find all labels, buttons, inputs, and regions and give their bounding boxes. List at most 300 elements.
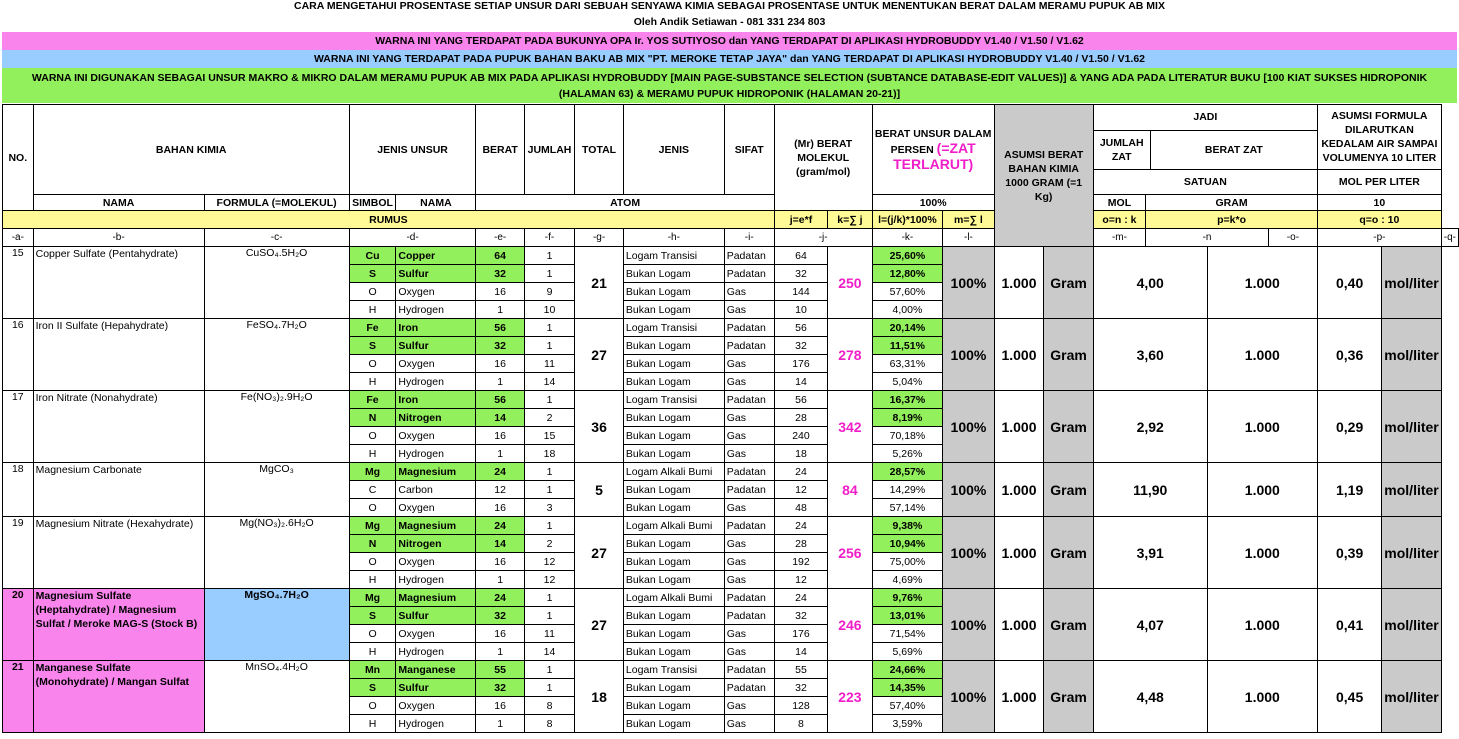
element-mass: 64 xyxy=(774,247,828,265)
table-row xyxy=(3,589,1459,607)
substance-weight: 1.000 xyxy=(1207,589,1317,661)
element-mass: 176 xyxy=(774,625,828,643)
percent-sum: 100% xyxy=(943,463,994,517)
assumed-weight-unit: Gram xyxy=(1044,391,1093,463)
element-name: Hydrogen xyxy=(396,445,476,463)
row-number: 17 xyxy=(3,391,34,463)
element-type: Bukan Logam xyxy=(623,445,724,463)
element-symbol: H xyxy=(349,643,396,661)
table-row xyxy=(3,247,1459,265)
col-ten: 10 xyxy=(1317,195,1441,211)
element-symbol: H xyxy=(349,571,396,589)
element-symbol: H xyxy=(349,301,396,319)
element-name: Manganese xyxy=(396,661,476,679)
total-atoms: 27 xyxy=(575,589,624,661)
chemical-name: Magnesium Nitrate (Hexahydrate) xyxy=(33,517,204,589)
element-percent: 11,51% xyxy=(872,337,943,355)
col-mol: MOL xyxy=(1093,195,1145,211)
element-symbol: O xyxy=(349,697,396,715)
atom-count: 11 xyxy=(524,355,574,373)
element-symbol: H xyxy=(349,373,396,391)
element-mass: 24 xyxy=(774,463,828,481)
column-letter: -e- xyxy=(476,229,524,247)
element-type: Bukan Logam xyxy=(623,301,724,319)
percent-sum: 100% xyxy=(943,247,994,319)
element-percent: 16,37% xyxy=(872,391,943,409)
mol-amount: 3,60 xyxy=(1093,319,1207,391)
chemical-formula: MnSO₄.4H₂O xyxy=(204,661,349,733)
mol-amount: 4,07 xyxy=(1093,589,1207,661)
atom-count: 1 xyxy=(524,481,574,499)
element-symbol: C xyxy=(349,481,396,499)
col-total: TOTAL xyxy=(575,105,624,195)
element-type: Logam Transisi xyxy=(623,391,724,409)
column-letter: -k- xyxy=(872,229,943,247)
element-state: Gas xyxy=(724,409,774,427)
element-percent: 9,38% xyxy=(872,517,943,535)
rumus-row xyxy=(3,211,1459,229)
total-atoms: 5 xyxy=(575,463,624,517)
table-row xyxy=(3,463,1459,481)
column-letter: -f- xyxy=(524,229,574,247)
atomic-weight: 16 xyxy=(476,697,524,715)
atom-count: 14 xyxy=(524,373,574,391)
column-letter: -q- xyxy=(1441,229,1458,247)
element-symbol: Mn xyxy=(349,661,396,679)
col-jadi-group xyxy=(1093,105,1317,195)
element-type: Bukan Logam xyxy=(623,337,724,355)
col-berat: BERAT xyxy=(476,105,524,195)
atomic-weight: 24 xyxy=(476,517,524,535)
element-state: Padatan xyxy=(724,319,774,337)
col-persen xyxy=(872,105,994,195)
atomic-weight: 16 xyxy=(476,499,524,517)
mol-amount: 2,92 xyxy=(1093,391,1207,463)
assumed-weight: 1.000 xyxy=(994,319,1044,391)
element-mass: 240 xyxy=(774,427,828,445)
atom-count: 2 xyxy=(524,535,574,553)
substance-weight: 1.000 xyxy=(1207,247,1317,319)
column-letter: -i- xyxy=(724,229,774,247)
atomic-weight: 32 xyxy=(476,607,524,625)
element-mass: 192 xyxy=(774,553,828,571)
element-type: Logam Alkali Bumi xyxy=(623,517,724,535)
element-state: Padatan xyxy=(724,337,774,355)
header-row-2 xyxy=(3,195,1459,211)
row-number: 18 xyxy=(3,463,34,517)
element-name: Oxygen xyxy=(396,283,476,301)
element-symbol: Fe xyxy=(349,391,396,409)
atomic-weight: 14 xyxy=(476,535,524,553)
element-mass: 32 xyxy=(774,607,828,625)
element-state: Gas xyxy=(724,625,774,643)
element-mass: 28 xyxy=(774,535,828,553)
molar-mass: 246 xyxy=(828,589,872,661)
element-name: Oxygen xyxy=(396,697,476,715)
element-mass: 24 xyxy=(774,517,828,535)
element-mass: 32 xyxy=(774,679,828,697)
col-formula: FORMULA (=MOLEKUL) xyxy=(204,195,349,211)
element-name: Magnesium xyxy=(396,463,476,481)
mol-per-liter-unit: mol/liter xyxy=(1382,517,1441,589)
element-percent: 13,01% xyxy=(872,607,943,625)
mol-per-liter-unit: mol/liter xyxy=(1382,247,1441,319)
element-name: Sulfur xyxy=(396,679,476,697)
element-name: Iron xyxy=(396,319,476,337)
substance-weight: 1.000 xyxy=(1207,319,1317,391)
element-percent: 14,35% xyxy=(872,679,943,697)
rumus-o: o=n : k xyxy=(1093,211,1145,229)
element-type: Logam Alkali Bumi xyxy=(623,589,724,607)
element-name: Oxygen xyxy=(396,427,476,445)
jadi-sub xyxy=(1094,131,1317,170)
mol-per-liter: 1,19 xyxy=(1317,463,1381,517)
element-mass: 18 xyxy=(774,445,828,463)
atomic-weight: 1 xyxy=(476,373,524,391)
atomic-weight: 56 xyxy=(476,319,524,337)
element-percent: 24,66% xyxy=(872,661,943,679)
column-letter: -j- xyxy=(774,229,872,247)
chemical-name: Magnesium Sulfate (Heptahydrate) / Magnesium Sulfat / Meroke MAG-S (Stock B) xyxy=(33,589,204,661)
element-name: Hydrogen xyxy=(396,715,476,733)
rumus-m: m=∑ l xyxy=(943,211,994,229)
atomic-weight: 16 xyxy=(476,355,524,373)
element-name: Carbon xyxy=(396,481,476,499)
element-percent: 10,94% xyxy=(872,535,943,553)
element-percent: 14,29% xyxy=(872,481,943,499)
element-state: Gas xyxy=(724,715,774,733)
assumed-weight: 1.000 xyxy=(994,517,1044,589)
atomic-weight: 14 xyxy=(476,409,524,427)
mol-amount: 3,91 xyxy=(1093,517,1207,589)
letter-row xyxy=(3,229,1459,247)
element-state: Padatan xyxy=(724,661,774,679)
element-percent: 3,59% xyxy=(872,715,943,733)
element-percent: 70,18% xyxy=(872,427,943,445)
column-letter: -a- xyxy=(3,229,34,247)
chemical-formula: Fe(NO₃)₂.9H₂O xyxy=(204,391,349,463)
atom-count: 15 xyxy=(524,427,574,445)
element-state: Gas xyxy=(724,553,774,571)
percent-sum: 100% xyxy=(943,589,994,661)
atomic-weight: 32 xyxy=(476,265,524,283)
element-percent: 5,26% xyxy=(872,445,943,463)
col-no: NO. xyxy=(3,105,34,211)
atom-count: 8 xyxy=(524,715,574,733)
element-state: Gas xyxy=(724,301,774,319)
element-name: Sulfur xyxy=(396,337,476,355)
element-type: Bukan Logam xyxy=(623,535,724,553)
element-mass: 56 xyxy=(774,391,828,409)
element-type: Bukan Logam xyxy=(623,571,724,589)
mol-per-liter-unit: mol/liter xyxy=(1382,661,1441,733)
total-atoms: 18 xyxy=(575,661,624,733)
substance-weight: 1.000 xyxy=(1207,463,1317,517)
chemical-formula: CuSO₄.5H₂O xyxy=(204,247,349,319)
atom-count: 1 xyxy=(524,661,574,679)
element-type: Bukan Logam xyxy=(623,553,724,571)
atomic-weight: 16 xyxy=(476,553,524,571)
molar-mass: 278 xyxy=(828,319,872,391)
element-state: Padatan xyxy=(724,679,774,697)
table-row xyxy=(3,319,1459,337)
element-percent: 57,60% xyxy=(872,283,943,301)
element-state: Padatan xyxy=(724,463,774,481)
element-name: Magnesium xyxy=(396,517,476,535)
col-asumsi-formula-group xyxy=(1317,105,1441,195)
percent-sum: 100% xyxy=(943,319,994,391)
column-letter: -n xyxy=(1146,229,1269,247)
element-name: Oxygen xyxy=(396,499,476,517)
element-type: Logam Alkali Bumi xyxy=(623,463,724,481)
atom-count: 18 xyxy=(524,445,574,463)
row-number: 20 xyxy=(3,589,34,661)
element-percent: 25,60% xyxy=(872,247,943,265)
col-mr: (Mr) BERAT MOLEKUL (gram/mol) xyxy=(774,105,872,211)
element-symbol: S xyxy=(349,337,396,355)
atomic-weight: 24 xyxy=(476,463,524,481)
atom-count: 11 xyxy=(524,625,574,643)
element-mass: 144 xyxy=(774,283,828,301)
molar-mass: 250 xyxy=(828,247,872,319)
element-name: Oxygen xyxy=(396,625,476,643)
col-nama: NAMA xyxy=(33,195,204,211)
atomic-weight: 16 xyxy=(476,625,524,643)
atomic-weight: 64 xyxy=(476,247,524,265)
element-state: Gas xyxy=(724,283,774,301)
element-symbol: O xyxy=(349,427,396,445)
atom-count: 1 xyxy=(524,337,574,355)
element-state: Padatan xyxy=(724,391,774,409)
element-type: Bukan Logam xyxy=(623,481,724,499)
element-percent: 4,00% xyxy=(872,301,943,319)
element-symbol: N xyxy=(349,409,396,427)
chemical-name: Magnesium Carbonate xyxy=(33,463,204,517)
atom-count: 1 xyxy=(524,265,574,283)
sheet-title: CARA MENGETAHUI PROSENTASE SETIAP UNSUR DARI SEBUAH SENYAWA KIMIA SEBAGAI PROSENTASE UNTUK MENENTUKAN BERAT DALAM MERAMU PUPUK AB MIX xyxy=(294,0,1165,12)
element-type: Bukan Logam xyxy=(623,697,724,715)
element-name: Iron xyxy=(396,391,476,409)
element-type: Bukan Logam xyxy=(623,643,724,661)
atomic-weight: 56 xyxy=(476,391,524,409)
element-percent: 8,19% xyxy=(872,409,943,427)
col-mol-per-liter: MOL PER LITER xyxy=(1338,176,1420,188)
element-type: Bukan Logam xyxy=(623,283,724,301)
rumus-p: p=k*o xyxy=(1146,211,1318,229)
element-symbol: Mg xyxy=(349,463,396,481)
atomic-weight: 1 xyxy=(476,571,524,589)
element-symbol: H xyxy=(349,445,396,463)
mol-amount: 4,48 xyxy=(1093,661,1207,733)
mol-per-liter-unit: mol/liter xyxy=(1382,391,1441,463)
element-name: Hydrogen xyxy=(396,571,476,589)
element-name: Oxygen xyxy=(396,355,476,373)
chemical-name: Copper Sulfate (Pentahydrate) xyxy=(33,247,204,319)
percent-sum: 100% xyxy=(943,661,994,733)
element-state: Gas xyxy=(724,571,774,589)
table-row xyxy=(3,391,1459,409)
chemical-formula: Mg(NO₃)₂.6H₂O xyxy=(204,517,349,589)
substance-weight: 1.000 xyxy=(1207,517,1317,589)
element-percent: 71,54% xyxy=(872,625,943,643)
element-symbol: N xyxy=(349,535,396,553)
mol-amount: 4,00 xyxy=(1093,247,1207,319)
element-symbol: O xyxy=(349,499,396,517)
atom-count: 1 xyxy=(524,463,574,481)
element-type: Bukan Logam xyxy=(623,265,724,283)
molar-mass: 223 xyxy=(828,661,872,733)
element-mass: 176 xyxy=(774,355,828,373)
rumus-q: q=o : 10 xyxy=(1317,211,1441,229)
element-type: Bukan Logam xyxy=(623,355,724,373)
element-mass: 56 xyxy=(774,319,828,337)
atom-count: 3 xyxy=(524,499,574,517)
element-mass: 8 xyxy=(774,715,828,733)
assumed-weight: 1.000 xyxy=(994,463,1044,517)
assumed-weight-unit: Gram xyxy=(1044,517,1093,589)
element-type: Bukan Logam xyxy=(623,715,724,733)
element-percent: 63,31% xyxy=(872,355,943,373)
atomic-weight: 1 xyxy=(476,715,524,733)
atom-count: 1 xyxy=(524,319,574,337)
total-atoms: 36 xyxy=(575,391,624,463)
percent-sum: 100% xyxy=(943,391,994,463)
atomic-weight: 16 xyxy=(476,283,524,301)
jadi-box xyxy=(1094,105,1317,194)
element-percent: 28,57% xyxy=(872,463,943,481)
chemical-name: Iron II Sulfate (Hepahydrate) xyxy=(33,319,204,391)
rumus-j: j=e*f xyxy=(774,211,828,229)
total-atoms: 27 xyxy=(575,319,624,391)
element-percent: 57,14% xyxy=(872,499,943,517)
asumsi-formula-box xyxy=(1318,105,1441,194)
element-percent: 5,04% xyxy=(872,373,943,391)
element-type: Bukan Logam xyxy=(623,625,724,643)
col-satuan: SATUAN xyxy=(1183,176,1227,188)
atomic-weight: 16 xyxy=(476,427,524,445)
rumus-l: l=(j/k)*100% xyxy=(872,211,943,229)
element-mass: 32 xyxy=(774,337,828,355)
atom-count: 8 xyxy=(524,697,574,715)
atom-count: 10 xyxy=(524,301,574,319)
element-symbol: H xyxy=(349,715,396,733)
element-percent: 4,69% xyxy=(872,571,943,589)
column-letter: -c- xyxy=(204,229,349,247)
element-name: Copper xyxy=(396,247,476,265)
mol-per-liter-unit: mol/liter xyxy=(1382,463,1441,517)
element-symbol: O xyxy=(349,283,396,301)
mol-per-liter: 0,29 xyxy=(1317,391,1381,463)
element-mass: 14 xyxy=(774,643,828,661)
element-mass: 24 xyxy=(774,589,828,607)
atom-count: 1 xyxy=(524,607,574,625)
element-state: Padatan xyxy=(724,517,774,535)
assumed-weight: 1.000 xyxy=(994,391,1044,463)
row-number: 15 xyxy=(3,247,34,319)
col-jumlah-zat: JUMLAH ZAT xyxy=(1094,131,1151,169)
chemical-formula: MgSO₄.7H₂O xyxy=(204,589,349,661)
atom-count: 12 xyxy=(524,553,574,571)
row-number: 19 xyxy=(3,517,34,589)
element-state: Gas xyxy=(724,445,774,463)
column-letter: -l- xyxy=(943,229,994,247)
element-name: Nitrogen xyxy=(396,535,476,553)
element-mass: 10 xyxy=(774,301,828,319)
column-letter: -m- xyxy=(1093,229,1145,247)
chemical-formula: FeSO₄.7H₂O xyxy=(204,319,349,391)
element-mass: 55 xyxy=(774,661,828,679)
note-green: WARNA INI DIGUNAKAN SEBAGAI UNSUR MAKRO & MIKRO DALAM MERAMU PUPUK AB MIX PADA APLIKASI HYDROBUDDY [MAIN PAGE-SUBSTANCE SELECTION (SUBTANCE DATABASE-EDIT VALUES)] & YANG ADA PADA LITERATUR BUKU [100 KIAT SUKSES HIDROPONIK (HALAMAN 63) & MERAMU PUPUK HIDROPONIK (HALAMAN 20-21)] xyxy=(2,68,1457,103)
chemical-name: Manganese Sulfate (Monohydrate) / Mangan Sulfat xyxy=(33,661,204,733)
column-letter: -o- xyxy=(1268,229,1317,247)
element-symbol: S xyxy=(349,679,396,697)
chemical-formula: MgCO₃ xyxy=(204,463,349,517)
element-state: Gas xyxy=(724,535,774,553)
col-berat-zat: BERAT ZAT xyxy=(1204,144,1263,156)
element-name: Oxygen xyxy=(396,553,476,571)
element-mass: 12 xyxy=(774,571,828,589)
element-type: Bukan Logam xyxy=(623,373,724,391)
note-pink: WARNA INI YANG TERDAPAT PADA BUKUNYA OPA Ir. YOS SUTIYOSO dan YANG TERDAPAT DI APLIKASI HYDROBUDDY V1.40 / V1.50 / V1.62 xyxy=(2,32,1457,50)
atomic-weight: 55 xyxy=(476,661,524,679)
element-type: Bukan Logam xyxy=(623,499,724,517)
element-mass: 128 xyxy=(774,697,828,715)
element-mass: 14 xyxy=(774,373,828,391)
mol-amount: 11,90 xyxy=(1093,463,1207,517)
rumus-k: k=∑ j xyxy=(828,211,872,229)
table-row xyxy=(3,661,1459,679)
atomic-weight: 1 xyxy=(476,643,524,661)
col-atom: ATOM xyxy=(476,195,774,211)
substance-weight: 1.000 xyxy=(1207,391,1317,463)
atomic-weight: 1 xyxy=(476,301,524,319)
col-nama-unsur: NAMA xyxy=(396,195,476,211)
sheet-author: Oleh Andik Setiawan - 081 331 234 803 xyxy=(633,16,826,28)
element-symbol: S xyxy=(349,607,396,625)
col-asumsi-formula: ASUMSI FORMULA DILARUTKAN KEDALAM AIR SAMPAI VOLUMENYA 10 LITER xyxy=(1318,105,1441,170)
col-hundred: 100% xyxy=(872,195,994,211)
column-letter: -b- xyxy=(33,229,204,247)
element-name: Magnesium xyxy=(396,589,476,607)
atom-count: 2 xyxy=(524,409,574,427)
mol-per-liter: 0,40 xyxy=(1317,247,1381,319)
element-state: Gas xyxy=(724,427,774,445)
assumed-weight: 1.000 xyxy=(994,661,1044,733)
element-symbol: Mg xyxy=(349,517,396,535)
assumed-weight-unit: Gram xyxy=(1044,589,1093,661)
element-state: Padatan xyxy=(724,607,774,625)
atom-count: 1 xyxy=(524,391,574,409)
col-jumlah: JUMLAH xyxy=(524,105,574,195)
element-type: Bukan Logam xyxy=(623,409,724,427)
element-state: Gas xyxy=(724,697,774,715)
assumed-weight: 1.000 xyxy=(994,589,1044,661)
element-symbol: S xyxy=(349,265,396,283)
atomic-weight: 1 xyxy=(476,445,524,463)
molar-mass: 84 xyxy=(828,463,872,517)
col-jenis: JENIS xyxy=(623,105,724,195)
atomic-weight: 32 xyxy=(476,337,524,355)
row-number: 21 xyxy=(3,661,34,733)
atom-count: 9 xyxy=(524,283,574,301)
element-symbol: O xyxy=(349,553,396,571)
element-type: Logam Transisi xyxy=(623,319,724,337)
element-type: Bukan Logam xyxy=(623,427,724,445)
substance-weight: 1.000 xyxy=(1207,661,1317,733)
mol-per-liter: 0,41 xyxy=(1317,589,1381,661)
header-row-1 xyxy=(3,105,1459,195)
element-percent: 75,00% xyxy=(872,553,943,571)
